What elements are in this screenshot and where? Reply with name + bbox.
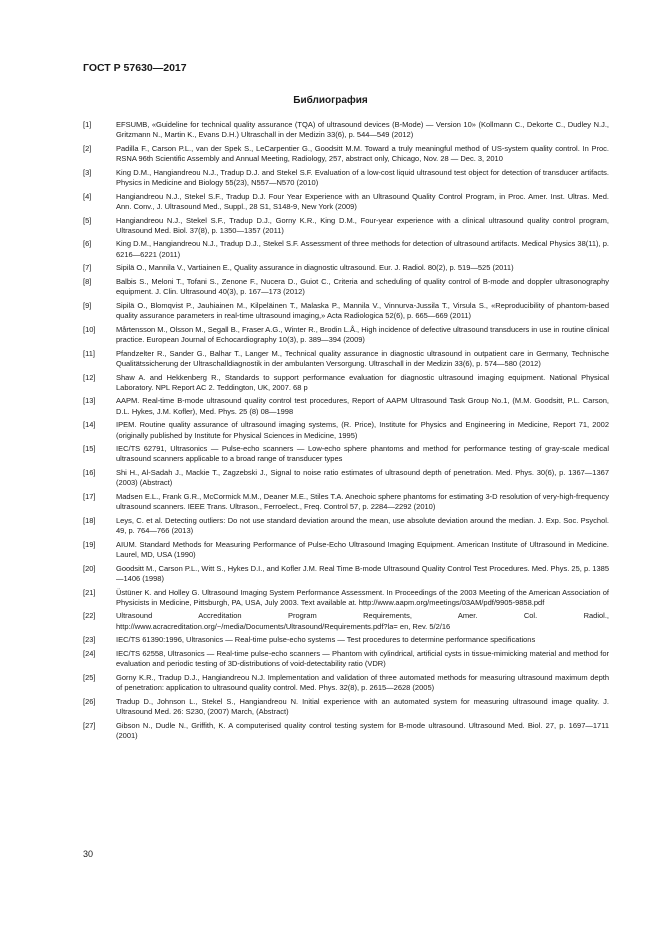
reference-item xyxy=(83,697,609,718)
reference-item xyxy=(83,325,609,346)
reference-item xyxy=(83,277,609,298)
reference-item xyxy=(83,611,609,632)
reference-text: EFSUMB, «Guideline for technical quality assurance (TQA) of ultrasound devices (B-Mode) — Version 10» (Kollmann C., Dekorte C., Dudley N.J., Gritzmann N., Martin K., Evans D.H.) Ultraschall in der Medizin 33(6), p. 544—549 (2012) xyxy=(116,120,609,140)
reference-item xyxy=(83,540,609,561)
reference-number: [25] xyxy=(83,672,96,682)
reference-number: [23] xyxy=(83,635,96,645)
reference-item xyxy=(83,721,609,742)
reference-text: Hangiandreou N.J., Stekel S.F., Tradup D.J. Four Year Experience with an Ultrasound Quality Control Program, in Proc. Amer. Inst. Ultras. Med. Ann. Conv., J. Ultrasound Med., Suppl., 28 S1, S148-9, New York (2009) xyxy=(116,191,609,211)
reference-number: [5] xyxy=(83,215,92,225)
reference-number: [8] xyxy=(83,276,92,286)
reference-item xyxy=(83,516,609,537)
reference-number: [12] xyxy=(83,372,96,382)
reference-text: Mårtensson M., Olsson M., Segall B., Fraser A.G., Winter R., Brodin L.Å., High incidence of defective ultrasound transducers in use in routine clinical practice. European Journal of Echocardiography 10(3), p. 389—394 (2009) xyxy=(116,324,609,345)
reference-item xyxy=(83,649,609,670)
reference-text: Gibson N., Dudle N., Griffith, K. A computerised quality control testing system for B-mode ultrasound. Ultrasound Med. Biol. 27, p. 1697—1711 (2001) xyxy=(116,720,609,740)
reference-item xyxy=(83,420,609,441)
reference-text: IEC/TS 62558, Ultrasonics — Real-time pulse-echo scanners — Phantom with cylindrical, artificial cysts in tissue-mimicking material and method for evaluation and periodic testing of 3D-distributions of void-detectability ratio (VDR) xyxy=(116,648,609,669)
reference-item xyxy=(83,301,609,322)
reference-text: Goodsitt M., Carson P.L., Witt S., Hykes D.I., and Kofler J.M. Real Time B-mode Ultrasound Quality Control Test Procedures. Med. Phys. 25, p. 1385—1406 (1998) xyxy=(116,563,609,583)
reference-number: [1] xyxy=(83,120,92,129)
reference-number: [18] xyxy=(83,515,96,525)
reference-item xyxy=(83,396,609,417)
reference-item xyxy=(83,168,609,189)
reference-number: [19] xyxy=(83,539,96,549)
reference-text: Madsen E.L., Frank G.R., McCormick M.M., Deaner M.E., Stiles T.A. Anechoic sphere phantoms for estimating 3-D resolution of very-high-frequency ultrasound scanners. IEEE Trans. Ultrason., Ferroelect., Freq. Control 57, p. 2284—2292 (2010) xyxy=(116,491,609,512)
reference-number: [27] xyxy=(83,720,96,730)
reference-number: [7] xyxy=(83,263,92,273)
reference-number: [22] xyxy=(83,611,96,621)
reference-text: Sipilä O., Blomqvist P., Jauhiainen M., Kilpeläinen T., Malaska P., Mannila V., Vinnurva-Jussila T., Virsula S., «Reproducibility of phantom-based quality assurance parameters in real-time ultrasound imaging,» Acta Radiologica 52(6), p. 665—669 (2011) xyxy=(116,300,609,321)
page-number: 30 xyxy=(83,849,94,859)
reference-item xyxy=(83,263,609,273)
reference-item xyxy=(83,239,609,260)
reference-item xyxy=(83,349,609,370)
reference-list xyxy=(83,120,609,744)
reference-number: [24] xyxy=(83,648,96,658)
reference-number: [9] xyxy=(83,300,92,310)
reference-text: Sipilä O., Mannila V., Vartiainen E., Quality assurance in diagnostic ultrasound. Eur. J. Radiol. 80(2), p. 519—525 (2011) xyxy=(116,263,514,273)
reference-item xyxy=(83,468,609,489)
reference-number: [13] xyxy=(83,396,96,406)
reference-text: Balbis S., Meloni T., Tofani S., Zenone F., Nucera D., Guiot C., Criteria and scheduling of quality control of B-mode and doppler ultrasonography equipment. J. Clin. Ultrasound 40(3), p. 167—173 (2012) xyxy=(116,276,609,297)
reference-item xyxy=(83,444,609,465)
reference-number: [6] xyxy=(83,239,92,249)
reference-number: [3] xyxy=(83,167,92,177)
reference-text: Tradup D., Johnson L., Stekel S., Hangiandreou N. Initial experience with an automated system for measuring ultrasound image quality. J. Ultrasound Med. 26: S230, (2007) March, (Abstract) xyxy=(116,696,609,716)
reference-number: [15] xyxy=(83,444,96,454)
reference-text: Pfandzelter R., Sander G., Balhar T., Langer M., Technical quality assurance in diagnostic ultrasound in outpatient care in Germany, Technische Qualitätssicherung der Ultraschalldiagnostik in der ambulanten Versorgung. Ultraschall in der Medizin 33(6), p. 574—580 (2012) xyxy=(116,348,609,368)
reference-number: [16] xyxy=(83,468,96,478)
reference-item xyxy=(83,492,609,513)
reference-text: Shaw A. and Hekkenberg R., Standards to support performance evaluation for diagnostic ultrasound imaging equipment. National Physical Laboratory. NPL Report AC 2. Teddington, UK, 2007. 68 p xyxy=(116,372,609,392)
reference-number: [20] xyxy=(83,563,96,573)
reference-text: King D.M., Hangiandreou N.J., Tradup D.J. and Stekel S.F. Evaluation of a low-cost liquid ultrasound test object for detection of transducer artifacts. Physics in Medicine and Biology 55(23), N557—N570 (2010) xyxy=(116,167,609,188)
reference-item xyxy=(83,564,609,585)
reference-number: [14] xyxy=(83,420,96,430)
document-standard-header: ГОСТ Р 57630—2017 xyxy=(83,62,187,74)
reference-item xyxy=(83,192,609,213)
reference-item xyxy=(83,373,609,394)
reference-number: [4] xyxy=(83,191,92,201)
reference-text: IEC/TS 62791, Ultrasonics — Pulse-echo scanners — Low-echo sphere phantoms and method for performance testing of gray-scale medical ultrasound scanners applicable to a broad range of transducer types xyxy=(116,444,609,464)
reference-item xyxy=(83,588,609,609)
reference-text: AAPM. Real-time B-mode ultrasound quality control test procedures, Report of AAPM Ultrasound Task Group No.1, (M.M. Goodsitt, P.L. Carson, D.L. Hykes, J.M. Kofler), Med. Phys. 25 (8) 08—1998 xyxy=(116,396,609,416)
reference-number: [10] xyxy=(83,324,96,334)
reference-number: [11] xyxy=(83,348,95,358)
reference-text: IPEM. Routine quality assurance of ultrasound imaging systems, (R. Price), Institute for Physics and Engineering in Medicine, Report 71, 2002 (originally published by Institute for Physical Sciences in Medicine, 1995) xyxy=(116,420,609,440)
reference-text: Shi H., Al-Sadah J., Mackie T., Zagzebski J., Signal to noise ratio estimates of ultrasound depth of penetration. Med. Phys. 30(6), p. 1367—1367 (2003) (Abstract) xyxy=(116,468,609,488)
reference-text: Üstüner K. and Holley G. Ultrasound Imaging System Performance Assessment. In Proceedings of the 2003 Meeting of the American Association of Physicists in Medicine, Pittsburgh, PA, USA, July 2003. Text available at. http://www.aapm.org/meetings/03AM/pdf/9905-9858.pdf xyxy=(116,587,609,607)
reference-text: Hangiandreou N.J., Stekel S.F., Tradup D.J., Gorny K.R., King D.M., Four-year experience with a clinical ultrasound quality control program, Ultrasound Med. Biol. 37(8), p. 1350—1357 (2011) xyxy=(116,215,609,235)
bibliography-title: Библиография xyxy=(293,95,368,106)
reference-item xyxy=(83,120,609,141)
reference-item xyxy=(83,144,609,165)
reference-number: [26] xyxy=(83,696,96,706)
reference-text: Padilla F., Carson P.L., van der Spek S., LeCarpentier G., Goodsitt M.M. Toward a truly meaningful method of US-system quality control. In Proc. RSNA 96th Scientific Assembly and Annual Meeting, Radiology, 257, abstract only, Chicago, Nov. 28 — Dec. 3, 2010 xyxy=(116,143,609,164)
reference-text: Ultrasound Accreditation Program Requirements, Amer. Col. Radiol., http://www.acracreditation.org/~/media/Documents/Ultrasound/Requirements.pdf?la= en, Rev. 5/2/16 xyxy=(116,611,609,631)
reference-number: [2] xyxy=(83,143,92,153)
reference-text: King D.M., Hangiandreou N.J., Tradup D.J., Stekel S.F. Assessment of three methods for detection of ultrasound artifacts. Medical Physics 38(11), p. 6216—6221 (2011) xyxy=(116,239,609,259)
reference-item xyxy=(83,216,609,237)
reference-text: Leys, C. et al. Detecting outliers: Do not use standard deviation around the mean, use absolute deviation around the median. J. Exp. Soc. Psychol. 49, p. 764—766 (2013) xyxy=(116,515,609,536)
reference-item xyxy=(83,673,609,694)
reference-text: Gorny K.R., Tradup D.J., Hangiandreou N.J. Implementation and validation of three automated methods for measuring ultrasound maximum depth of penetration: application to ultrasound quality control. Med. Phys. 32(8), p. 2615—2628 (2005) xyxy=(116,672,609,693)
reference-text: IEC/TS 61390:1996, Ultrasonics — Real-time pulse-echo systems — Test procedures to determine performance specifications xyxy=(116,635,536,645)
reference-number: [17] xyxy=(83,491,96,501)
reference-text: AIUM. Standard Methods for Measuring Performance of Pulse-Echo Ultrasound Imaging Equipment. American Institute of Ultrasound in Medicine. Laurel, MD, USA (1990) xyxy=(116,539,609,560)
reference-item xyxy=(83,635,609,645)
reference-number: [21] xyxy=(83,587,96,597)
